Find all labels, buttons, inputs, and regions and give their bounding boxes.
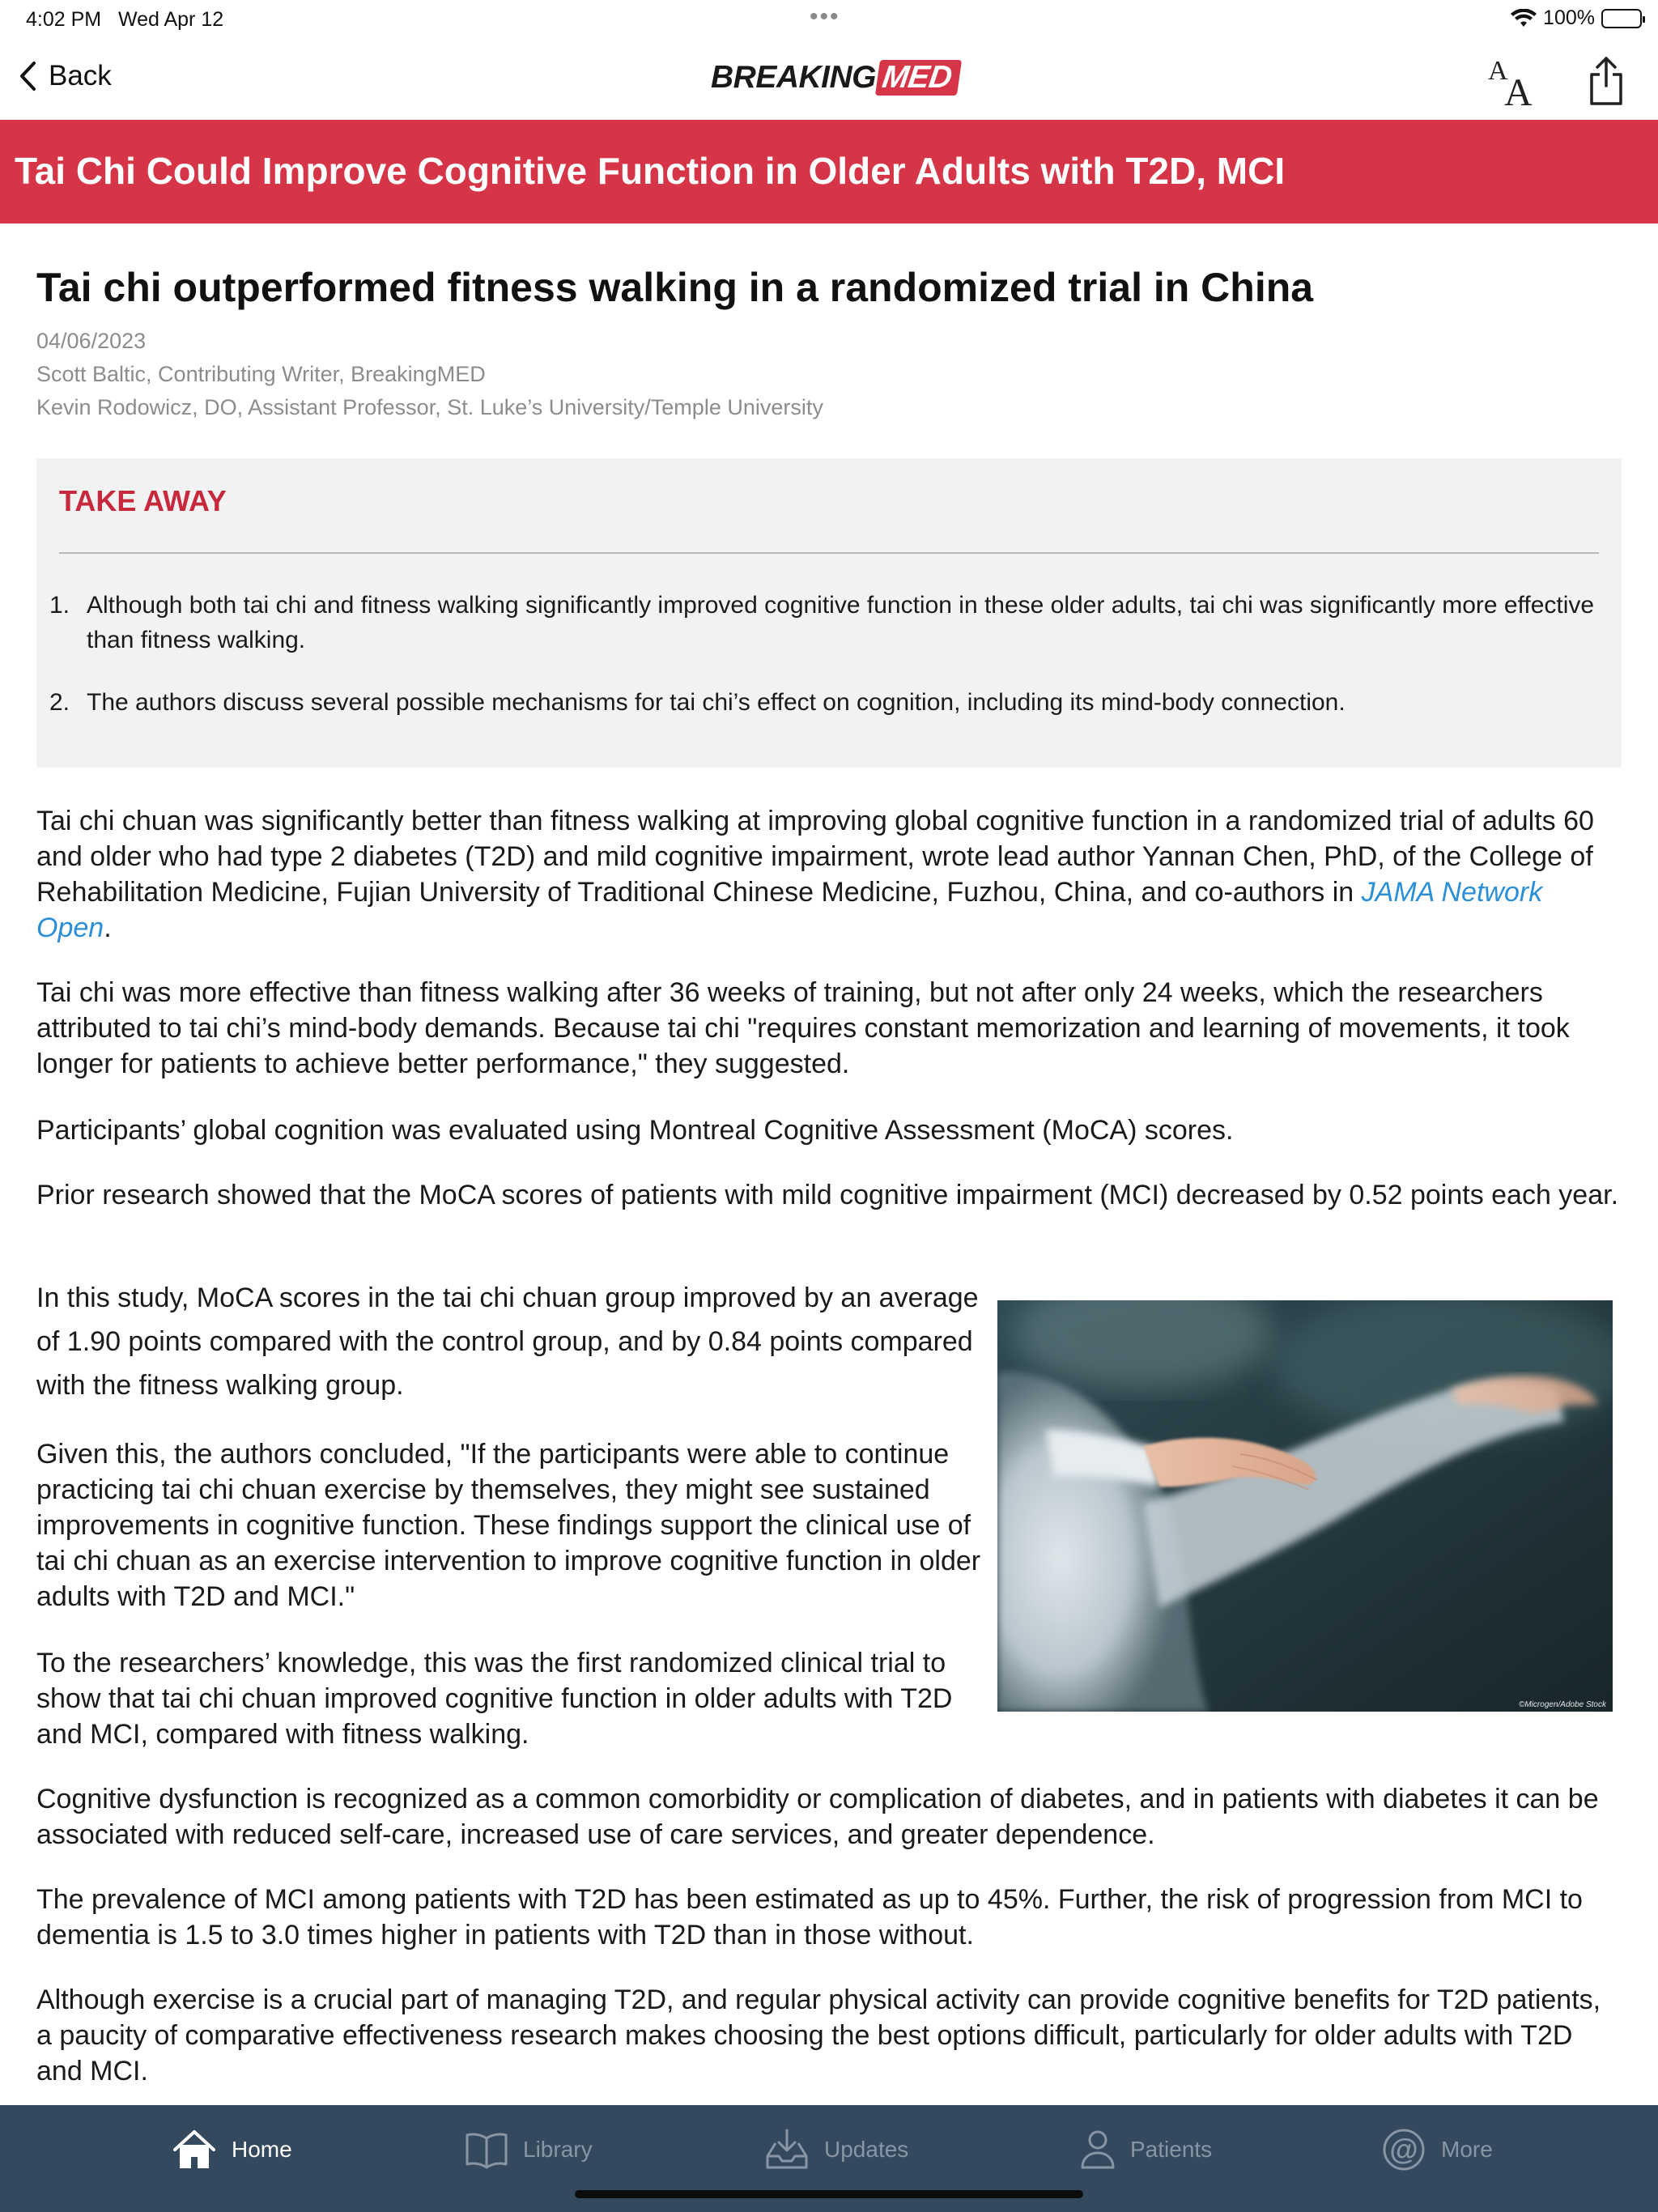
- tab-library[interactable]: Library: [465, 2123, 593, 2176]
- article-subtitle: Tai chi outperformed fitness walking in a randomized trial in China: [36, 265, 1314, 310]
- back-label: Back: [49, 60, 112, 91]
- svg-text:A: A: [1488, 56, 1508, 86]
- article-paragraph: Tai chi chuan was significantly better than fitness walking at improving global cognitive function in a randomized trial of adults 60 and older who had type 2 diabetes (T2D) and mild cognitive impairment, wrote lead author Yannan Chen, PhD, of the College of Rehabilitation Medicine, Fujian University of Traditional Chinese Medicine, Fuzhou, China, and co-authors in JAMA Network Open.: [36, 806, 1594, 943]
- multitasking-dots-icon[interactable]: •••: [810, 3, 840, 30]
- svg-text:A: A: [1504, 71, 1533, 107]
- takeaway-item: 2. The authors discuss several possible mechanisms for tai chi’s effect on cognition, including its mind-body connection.: [49, 689, 1346, 716]
- inbox-icon: [764, 2129, 810, 2171]
- text-size-button[interactable]: [1486, 55, 1543, 107]
- tab-home[interactable]: Home: [172, 2123, 292, 2176]
- article-paragraph: Participants’ global cognition was evaluated using Montreal Cognitive Assessment (MoCA) scores.: [36, 1115, 1234, 1146]
- battery-percent: 100%: [1543, 6, 1595, 29]
- divider: [59, 552, 1599, 554]
- tab-patients[interactable]: Patients: [1080, 2123, 1212, 2176]
- back-button[interactable]: [18, 60, 112, 92]
- image-credit: ©Microgen/Adobe Stock: [1519, 1700, 1606, 1709]
- home-indicator[interactable]: [575, 2190, 1083, 2198]
- share-icon: [1587, 53, 1626, 107]
- svg-text:@: @: [1389, 2133, 1418, 2166]
- at-icon: [1381, 2127, 1426, 2172]
- battery-icon: [1601, 9, 1642, 28]
- status-time: 4:02 PM Wed Apr 12: [26, 8, 224, 31]
- takeaway-box: [36, 458, 1622, 768]
- article-image: [997, 1300, 1613, 1712]
- article-paragraph: To the researchers’ knowledge, this was the first randomized clinical trial to show that tai chi chuan improved cognitive function in older adults with T2D and MCI, compared with fitness walking.: [36, 1648, 953, 1750]
- article-paragraph: The prevalence of MCI among patients with T2D has been estimated as up to 45%. Further, the risk of progression from MCI to dementia is 1.5 to 3.0 times higher in patients with T2D than in those without.: [36, 1884, 1583, 1950]
- article-reviewer: Kevin Rodowicz, DO, Assistant Professor, St. Luke’s University/Temple University: [36, 395, 823, 419]
- headline-banner: [0, 120, 1658, 223]
- home-icon: [172, 2129, 217, 2171]
- takeaway-item: 1. Although both tai chi and fitness walking significantly improved cognitive function in these older adults, tai chi was significantly more effective than fitness walking.: [49, 592, 1595, 653]
- share-button[interactable]: [1587, 53, 1626, 107]
- article-paragraph: Given this, the authors concluded, "If the participants were able to continue practicing tai chi chuan exercise by themselves, they might see sustained improvements in cognitive function. These findings support the clinical use of tai chi chuan as an exercise intervention to improve cognitive function in older adults with T2D and MCI.": [36, 1439, 981, 1612]
- article-date: 04/06/2023: [36, 329, 147, 353]
- tab-more[interactable]: @ More: [1381, 2123, 1493, 2176]
- article-paragraph: Although exercise is a crucial part of managing T2D, and regular physical activity can provide cognitive benefits for T2D patients, a paucity of comparative effectiveness research makes choosing the best options difficult, particularly for older adults with T2D and MCI.: [36, 1984, 1601, 2087]
- article-paragraph: Prior research showed that the MoCA scores of patients with mild cognitive impairment (MCI) decreased by 0.52 points each year.: [36, 1180, 1619, 1210]
- person-icon: [1080, 2129, 1116, 2171]
- article-author: Scott Baltic, Contributing Writer, BreakingMED: [36, 362, 486, 386]
- nav-bar: [0, 39, 1658, 120]
- book-icon: [465, 2130, 508, 2169]
- text-size-icon: [1486, 55, 1543, 107]
- tab-updates[interactable]: Updates: [764, 2123, 908, 2176]
- wifi-icon: [1511, 9, 1537, 28]
- breakingmed-logo: BREAKING MED: [711, 60, 959, 96]
- tai-chi-photo: [997, 1300, 1613, 1712]
- journal-link[interactable]: JAMA Network Open: [36, 877, 1543, 943]
- takeaway-heading: TAKE AWAY: [59, 484, 227, 517]
- article-paragraph: Cognitive dysfunction is recognized as a common comorbidity or complication of diabetes, and in patients with diabetes it can be associated with reduced self-care, increased use of care services, and greater dependence.: [36, 1784, 1599, 1850]
- headline-title: Tai Chi Could Improve Cognitive Function in Older Adults with T2D, MCI: [15, 150, 1286, 192]
- article-paragraph: In this study, MoCA scores in the tai chi chuan group improved by an average of 1.90 points compared with the control group, and by 0.84 points compared with the fitness walking group.: [36, 1283, 979, 1401]
- status-bar: [0, 0, 1658, 39]
- chevron-left-icon: [18, 61, 37, 91]
- status-indicators: [1511, 6, 1642, 30]
- article-paragraph: Tai chi was more effective than fitness walking after 36 weeks of training, but not after only 24 weeks, which the researchers attributed to tai chi’s mind-body demands. Because tai chi "requires constant memorization and learning of movements, it took longer for patients to achieve better performance," they suggested.: [36, 977, 1570, 1079]
